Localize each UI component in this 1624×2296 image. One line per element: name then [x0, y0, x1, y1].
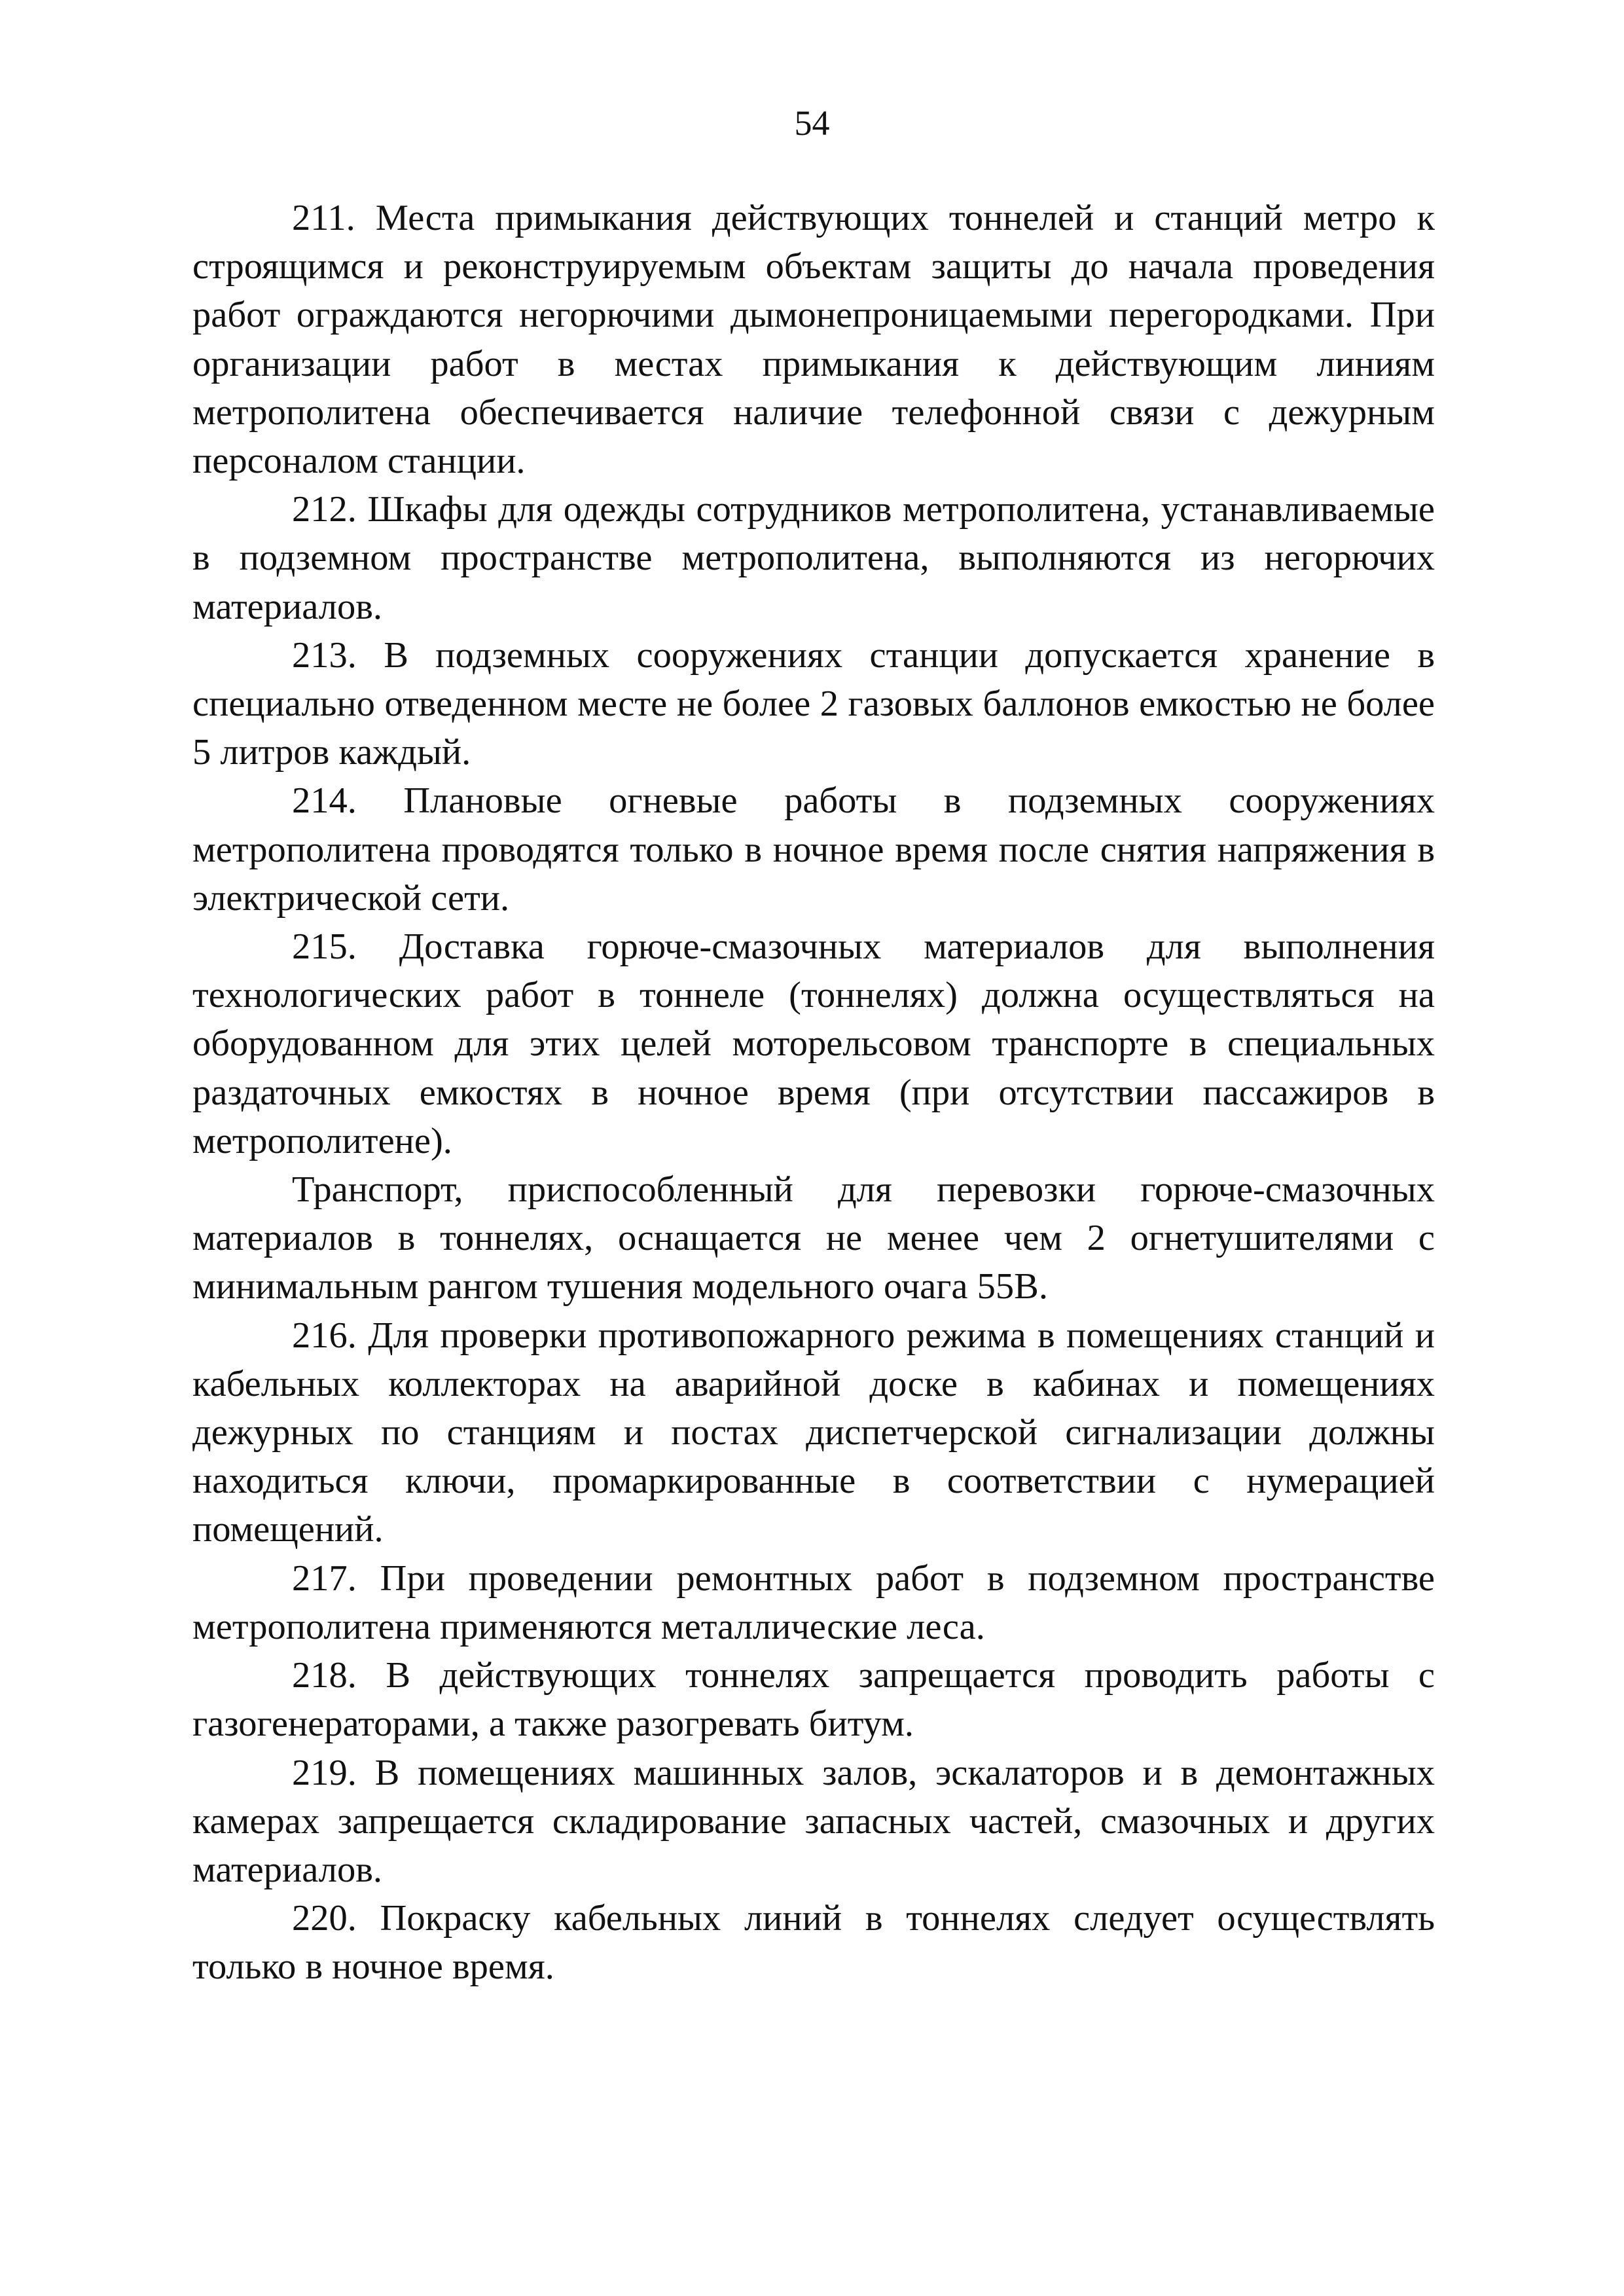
paragraph-212 [192, 485, 1435, 631]
paragraph-217 [192, 1554, 1435, 1651]
page-number: 54 [794, 103, 830, 143]
document-body [192, 194, 1435, 1992]
paragraph-215 [192, 922, 1435, 1165]
paragraph-text: В помещениях машинных залов, эскалаторов и в демонтажных камерах запрещается складирование запасных частей, смазочных и других материалов. [192, 1752, 1435, 1890]
paragraph-text: При проведении ремонтных работ в подземном пространстве метрополитена применяются металлические леса. [192, 1558, 1435, 1647]
paragraph-text: Доставка горюче-смазочных материалов для выполнения технологических работ в тоннеле (тоннелях) должна осуществляться на оборудованном для этих целей моторельсовом транспорте в специальных раздаточных емкостях в ночное время (при отсутствии пассажиров в метрополитене). [192, 926, 1435, 1161]
paragraph-number: 220. [292, 1898, 357, 1939]
paragraph-number: 213. [292, 634, 357, 676]
paragraph-215-continuation [192, 1165, 1435, 1311]
paragraph-text: Шкафы для одежды сотрудников метрополитена, устанавливаемые в подземном пространстве метрополитена, выполняются из негорючих материалов. [192, 489, 1435, 627]
paragraph-text: Плановые огневые работы в подземных сооружениях метрополитена проводятся только в ночное время после снятия напряжения в электрической сети. [192, 780, 1435, 919]
paragraph-211 [192, 194, 1435, 485]
paragraph-text: Покраску кабельных линий в тоннелях следует осуществлять только в ночное время. [192, 1898, 1435, 1988]
paragraph-220 [192, 1894, 1435, 1991]
paragraph-number: 211. [292, 198, 355, 238]
paragraph-text: Места примыкания действующих тоннелей и станций метро к строящимся и реконструируемым объектам защиты до начала проведения работ ограждаются негорючими дымонепроницаемыми перегородками. При организации работ в местах примыкания к действующим линиям метрополитена обеспечивается наличие телефонной связи с дежурным персоналом станции. [192, 198, 1435, 482]
paragraph-text: В действующих тоннелях запрещается проводить работы с газогенераторами, а также разогревать битум. [192, 1655, 1435, 1745]
paragraph-number: 214. [292, 780, 357, 822]
paragraph-213 [192, 631, 1435, 777]
paragraph-text: Транспорт, приспособленный для перевозки горюче-смазочных материалов в тоннелях, оснащается не менее чем 2 огнетушителями с минимальным рангом тушения модельного очага 55B. [192, 1169, 1435, 1307]
paragraph-number: 212. [292, 489, 357, 530]
paragraph-number: 215. [292, 926, 357, 968]
paragraph-number: 219. [292, 1752, 357, 1793]
paragraph-216 [192, 1311, 1435, 1554]
paragraph-number: 216. [292, 1315, 357, 1356]
paragraph-text: В подземных сооружениях станции допускается хранение в специально отведенном месте не более 2 газовых баллонов емкостью не более 5 литров каждый. [192, 634, 1435, 773]
paragraph-text: Для проверки противопожарного режима в помещениях станций и кабельных коллекторах на аварийной доске в кабинах и помещениях дежурных по станциям и постах диспетчерской сигнализации должны находиться ключи, промаркированные в соответствии с нумерацией помещений. [192, 1315, 1435, 1550]
paragraph-number: 217. [292, 1558, 357, 1599]
paragraph-218 [192, 1651, 1435, 1748]
paragraph-number: 218. [292, 1655, 357, 1696]
paragraph-219 [192, 1749, 1435, 1895]
paragraph-214 [192, 776, 1435, 922]
